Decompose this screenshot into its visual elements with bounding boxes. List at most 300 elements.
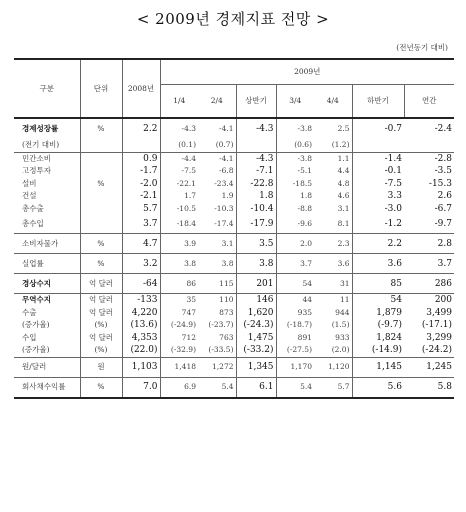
cell-value [314, 274, 352, 294]
cell-value [276, 152, 314, 165]
header-category: 구분 [14, 59, 80, 118]
cell-text: 1,120 [328, 362, 350, 371]
header-period: 3/4 [289, 96, 302, 105]
cell-text: 1.8 [259, 191, 274, 202]
table-row [14, 234, 454, 254]
cell-text: 1,418 [174, 362, 196, 371]
cell-value [314, 234, 352, 254]
cell-value [314, 332, 352, 345]
cell-text: 200 [434, 295, 452, 306]
table-row [14, 319, 454, 332]
cell-value [314, 254, 352, 274]
cell-value [404, 203, 454, 216]
cell-value [314, 377, 352, 398]
cell-value [236, 357, 276, 377]
table-row [14, 190, 454, 203]
cell-text: (-9.7) [377, 320, 402, 331]
cell-text: -7.5 [384, 178, 402, 189]
cell-text: 6.1 [259, 382, 274, 392]
cell-text: -4.3 [181, 124, 196, 133]
cell-value [198, 203, 236, 216]
cell-value [404, 215, 454, 234]
cell-value [404, 319, 454, 332]
table-row [14, 215, 454, 234]
cell-text: 3,499 [426, 307, 452, 318]
cell-text: 3.7 [437, 258, 452, 269]
cell-value [314, 319, 352, 332]
cell-text: 4.8 [337, 178, 350, 188]
row-label: 실업률 [14, 254, 80, 274]
cell-value [160, 178, 198, 191]
cell-value [352, 294, 404, 307]
cell-text: 933 [335, 332, 350, 342]
table-row [14, 152, 454, 165]
cell-text: 5.7 [337, 382, 350, 391]
cell-value [122, 307, 160, 320]
cell-text: -2.8 [434, 153, 452, 164]
cell-value [314, 178, 352, 191]
table-row [14, 203, 454, 216]
cell-text: 1,245 [426, 362, 452, 372]
cell-value [276, 203, 314, 216]
cell-value [352, 215, 404, 234]
cell-value [276, 357, 314, 377]
cell-value [160, 118, 198, 139]
cell-text: -1.4 [384, 153, 402, 164]
cell-value [122, 332, 160, 345]
cell-text: 1,145 [376, 362, 402, 372]
cell-text: 110 [219, 295, 234, 305]
cell-value [352, 152, 404, 165]
cell-text: (-14.9) [371, 345, 402, 356]
cell-value [276, 190, 314, 203]
cell-text: 3.5 [259, 238, 274, 249]
row-label: 경상수지 [14, 274, 80, 294]
table-row [14, 254, 454, 274]
table-row [14, 357, 454, 377]
table-row [14, 274, 454, 294]
cell-value [352, 307, 404, 320]
cell-value [160, 377, 198, 398]
cell-value [276, 234, 314, 254]
cell-value [404, 357, 454, 377]
cell-text: 3.3 [387, 191, 402, 202]
cell-value [314, 344, 352, 357]
cell-text: -4.3 [256, 153, 274, 164]
cell-text: -9.7 [434, 219, 452, 229]
cell-text: -133 [137, 295, 158, 306]
cell-value [198, 344, 236, 357]
cell-value [314, 215, 352, 234]
cell-text: (-32.9) [170, 345, 196, 355]
cell-text: 0.9 [143, 153, 158, 164]
cell-value [314, 294, 352, 307]
cell-text: (2.0) [331, 345, 350, 355]
cell-text: -18.5 [292, 178, 312, 188]
cell-value [122, 357, 160, 377]
header-unit: 단위 [80, 59, 122, 118]
cell-value [198, 152, 236, 165]
cell-value [236, 203, 276, 216]
header-period: 연간 [422, 96, 437, 105]
row-label: 무역수지 [14, 294, 80, 307]
cell-value [236, 178, 276, 191]
cell-value [198, 274, 236, 294]
cell-text: -3.0 [384, 203, 402, 214]
cell-value [198, 332, 236, 345]
cell-value [160, 165, 198, 178]
row-unit: % [80, 377, 122, 398]
cell-text: 763 [219, 332, 234, 342]
cell-value [122, 319, 160, 332]
cell-value [404, 178, 454, 191]
cell-value [160, 254, 198, 274]
cell-text: 2.0 [300, 238, 312, 248]
cell-value [276, 294, 314, 307]
cell-value [122, 377, 160, 398]
cell-text: 3.8 [259, 258, 274, 269]
cell-text: -0.7 [384, 124, 402, 134]
row-unit [80, 165, 122, 178]
cell-text: -5.1 [297, 166, 312, 176]
cell-value [276, 254, 314, 274]
cell-text: 5.7 [143, 203, 158, 214]
cell-value [404, 274, 454, 294]
cell-text: -17.4 [214, 219, 234, 228]
cell-text: -4.3 [256, 124, 274, 134]
table-row [14, 118, 454, 139]
row-unit [80, 190, 122, 203]
cell-text: 3.2 [143, 258, 158, 269]
header-period: 상반기 [236, 85, 276, 119]
row-unit: (%) [80, 344, 122, 357]
cell-text: -6.8 [219, 166, 234, 176]
cell-text: 1.8 [300, 191, 312, 201]
cell-text: (0.6) [294, 140, 312, 150]
cell-value [236, 377, 276, 398]
cell-text: (-17.1) [421, 320, 452, 331]
cell-text: -3.5 [434, 166, 452, 177]
cell-value [160, 152, 198, 165]
cell-value [198, 254, 236, 274]
cell-value [314, 203, 352, 216]
cell-value [352, 254, 404, 274]
cell-text: -7.1 [256, 166, 274, 177]
cell-value [122, 254, 160, 274]
cell-value [198, 139, 236, 152]
table-row [14, 332, 454, 345]
cell-value [236, 274, 276, 294]
cell-text: -18.4 [176, 219, 196, 228]
cell-value [198, 234, 236, 254]
cell-value [352, 178, 404, 191]
cell-text: -2.1 [140, 191, 158, 202]
cell-text: 3,299 [426, 332, 452, 343]
cell-text: 4.4 [337, 166, 350, 176]
cell-text: -4.1 [219, 124, 234, 133]
row-unit: 억 달러 [80, 294, 122, 307]
cell-value [198, 357, 236, 377]
cell-text: -10.5 [176, 203, 196, 213]
cell-text: 4,353 [131, 332, 158, 343]
cell-value [352, 203, 404, 216]
table-row [14, 165, 454, 178]
cell-value [404, 332, 454, 345]
cell-value [236, 294, 276, 307]
cell-value [352, 344, 404, 357]
cell-value [198, 215, 236, 234]
cell-text: 1.7 [184, 191, 196, 201]
cell-text: 6.9 [184, 382, 196, 391]
row-unit [80, 152, 122, 165]
row-unit: % [80, 234, 122, 254]
cell-value [276, 332, 314, 345]
cell-value [314, 357, 352, 377]
cell-value [276, 377, 314, 398]
row-label: 원/달러 [14, 357, 80, 377]
row-label: 건설 [14, 190, 80, 203]
cell-value [404, 254, 454, 274]
cell-text: 1,879 [376, 307, 402, 318]
cell-value [276, 344, 314, 357]
cell-value [160, 274, 198, 294]
cell-value [404, 165, 454, 178]
row-unit: % [80, 118, 122, 139]
cell-value [236, 319, 276, 332]
cell-text: 44 [302, 295, 312, 305]
row-unit: (%) [80, 319, 122, 332]
cell-value [236, 165, 276, 178]
row-label: 경제성장률 [14, 118, 80, 139]
table-row [14, 307, 454, 320]
cell-text: (-33.2) [243, 345, 274, 356]
header-period: 1/4 [173, 96, 186, 105]
cell-text: 3.1 [221, 238, 234, 248]
row-unit [80, 203, 122, 216]
cell-text: 7.0 [143, 382, 158, 392]
cell-text: 2.6 [437, 191, 452, 202]
cell-value [352, 357, 404, 377]
cell-value [404, 307, 454, 320]
cell-value [314, 139, 352, 152]
cell-text: 1.9 [221, 191, 234, 201]
row-label: 총수입 [14, 215, 80, 234]
cell-text: 201 [256, 278, 274, 289]
table-row [14, 344, 454, 357]
cell-value [122, 190, 160, 203]
cell-text: (0.7) [215, 140, 234, 150]
cell-text: 286 [434, 278, 452, 289]
cell-text: (22.0) [130, 345, 158, 356]
cell-text: 5.4 [300, 382, 312, 391]
table-row [14, 139, 454, 152]
cell-text: 1,475 [247, 332, 274, 343]
row-unit: 억 달러 [80, 274, 122, 294]
cell-text: 5.6 [387, 382, 402, 392]
cell-text: 3.8 [184, 258, 196, 268]
cell-value [198, 118, 236, 139]
cell-text: 1,824 [376, 332, 402, 343]
cell-value [236, 234, 276, 254]
cell-text: 2.3 [337, 238, 350, 248]
cell-value [236, 118, 276, 139]
cell-text: 35 [186, 295, 196, 305]
cell-text: -8.8 [297, 203, 312, 213]
cell-text: 3.1 [337, 203, 350, 213]
cell-value [236, 254, 276, 274]
indicator-table [14, 58, 454, 399]
cell-text: 2.2 [387, 238, 402, 249]
cell-text: -2.4 [434, 124, 452, 134]
cell-value [160, 234, 198, 254]
cell-text: 2.8 [437, 238, 452, 249]
cell-value [122, 139, 160, 152]
cell-text: 115 [219, 278, 234, 288]
cell-value [122, 178, 160, 191]
cell-value [236, 344, 276, 357]
cell-value [276, 215, 314, 234]
cell-value [276, 307, 314, 320]
cell-text: (-23.7) [208, 320, 234, 330]
cell-text: 146 [256, 295, 274, 306]
cell-value [198, 190, 236, 203]
cell-value [160, 139, 198, 152]
cell-text: 85 [390, 278, 402, 289]
cell-value [236, 215, 276, 234]
cell-text: 3.6 [337, 258, 350, 268]
cell-text: -0.1 [384, 166, 402, 177]
table-note: (전년동기 대비) [396, 43, 448, 52]
cell-value [276, 139, 314, 152]
cell-text: -2.0 [140, 178, 158, 189]
cell-text: (-24.9) [170, 320, 196, 330]
cell-value [122, 165, 160, 178]
cell-value [198, 178, 236, 191]
cell-value [404, 344, 454, 357]
row-unit: % [80, 254, 122, 274]
cell-value [352, 139, 404, 152]
cell-value [276, 118, 314, 139]
cell-value [122, 344, 160, 357]
cell-value [276, 319, 314, 332]
cell-value [314, 190, 352, 203]
cell-value [160, 344, 198, 357]
row-label: 총수출 [14, 203, 80, 216]
cell-text: 5.8 [437, 382, 452, 392]
header-2008: 2008년 [122, 59, 160, 118]
table-row [14, 294, 454, 307]
row-label: 소비자물가 [14, 234, 80, 254]
cell-text: -7.5 [181, 166, 196, 176]
cell-text: -22.1 [176, 178, 196, 188]
cell-text: 1,272 [212, 362, 234, 371]
cell-value [352, 332, 404, 345]
cell-text: 1,345 [247, 362, 274, 372]
cell-value [236, 190, 276, 203]
cell-value [160, 307, 198, 320]
cell-value [160, 294, 198, 307]
cell-value [276, 178, 314, 191]
row-unit: % [80, 178, 122, 191]
cell-value [404, 118, 454, 139]
cell-value [314, 165, 352, 178]
cell-text: -9.6 [297, 219, 312, 228]
table-row [14, 377, 454, 398]
cell-text: -15.3 [428, 178, 452, 189]
cell-text: 4.6 [337, 191, 350, 201]
cell-text: -10.4 [250, 203, 274, 214]
cell-text: -10.3 [214, 203, 234, 213]
cell-value [276, 165, 314, 178]
cell-value [314, 152, 352, 165]
cell-text: -64 [143, 278, 158, 289]
cell-text: 747 [181, 307, 196, 317]
cell-value [404, 190, 454, 203]
cell-text: 8.1 [337, 219, 350, 228]
cell-value [352, 234, 404, 254]
cell-text: -3.8 [297, 153, 312, 163]
cell-text: -1.2 [384, 219, 402, 229]
cell-text: (0.1) [178, 140, 196, 150]
cell-text: (1.5) [331, 320, 350, 330]
header-period: 하반기 [352, 85, 404, 119]
row-label: 수출 [14, 307, 80, 320]
cell-text: 54 [302, 278, 312, 288]
cell-value [198, 319, 236, 332]
cell-text: 2.5 [337, 124, 350, 133]
cell-text: -22.8 [250, 178, 274, 189]
cell-value [198, 165, 236, 178]
cell-text: 4.7 [143, 238, 158, 249]
cell-value [404, 139, 454, 152]
cell-text: 86 [186, 278, 196, 288]
cell-value [352, 165, 404, 178]
table-row [14, 178, 454, 191]
header-period: 4/4 [326, 96, 339, 105]
cell-value [160, 190, 198, 203]
cell-value [122, 294, 160, 307]
cell-text: 3.7 [143, 219, 158, 229]
cell-text: 1.1 [337, 153, 350, 163]
cell-text: 944 [335, 307, 350, 317]
row-unit [80, 139, 122, 152]
cell-text: 873 [219, 307, 234, 317]
cell-text: (-33.5) [208, 345, 234, 355]
cell-text: 54 [390, 295, 402, 306]
cell-text: (13.6) [130, 320, 158, 331]
cell-text: 1,620 [247, 307, 274, 318]
cell-text: 1,103 [131, 362, 158, 372]
cell-text: (-24.2) [421, 345, 452, 356]
cell-text: -1.7 [140, 166, 158, 177]
cell-value [404, 152, 454, 165]
cell-value [160, 357, 198, 377]
cell-text: 3.8 [221, 258, 234, 268]
cell-value [314, 307, 352, 320]
cell-value [160, 319, 198, 332]
cell-text: -4.1 [219, 153, 234, 163]
cell-value [352, 190, 404, 203]
cell-value [160, 203, 198, 216]
cell-value [198, 294, 236, 307]
row-unit [80, 215, 122, 234]
row-label: 민간소비 [14, 152, 80, 165]
cell-text: -3.8 [297, 124, 312, 133]
cell-value [352, 319, 404, 332]
row-label: 수입 [14, 332, 80, 345]
cell-value [236, 307, 276, 320]
cell-value [160, 215, 198, 234]
